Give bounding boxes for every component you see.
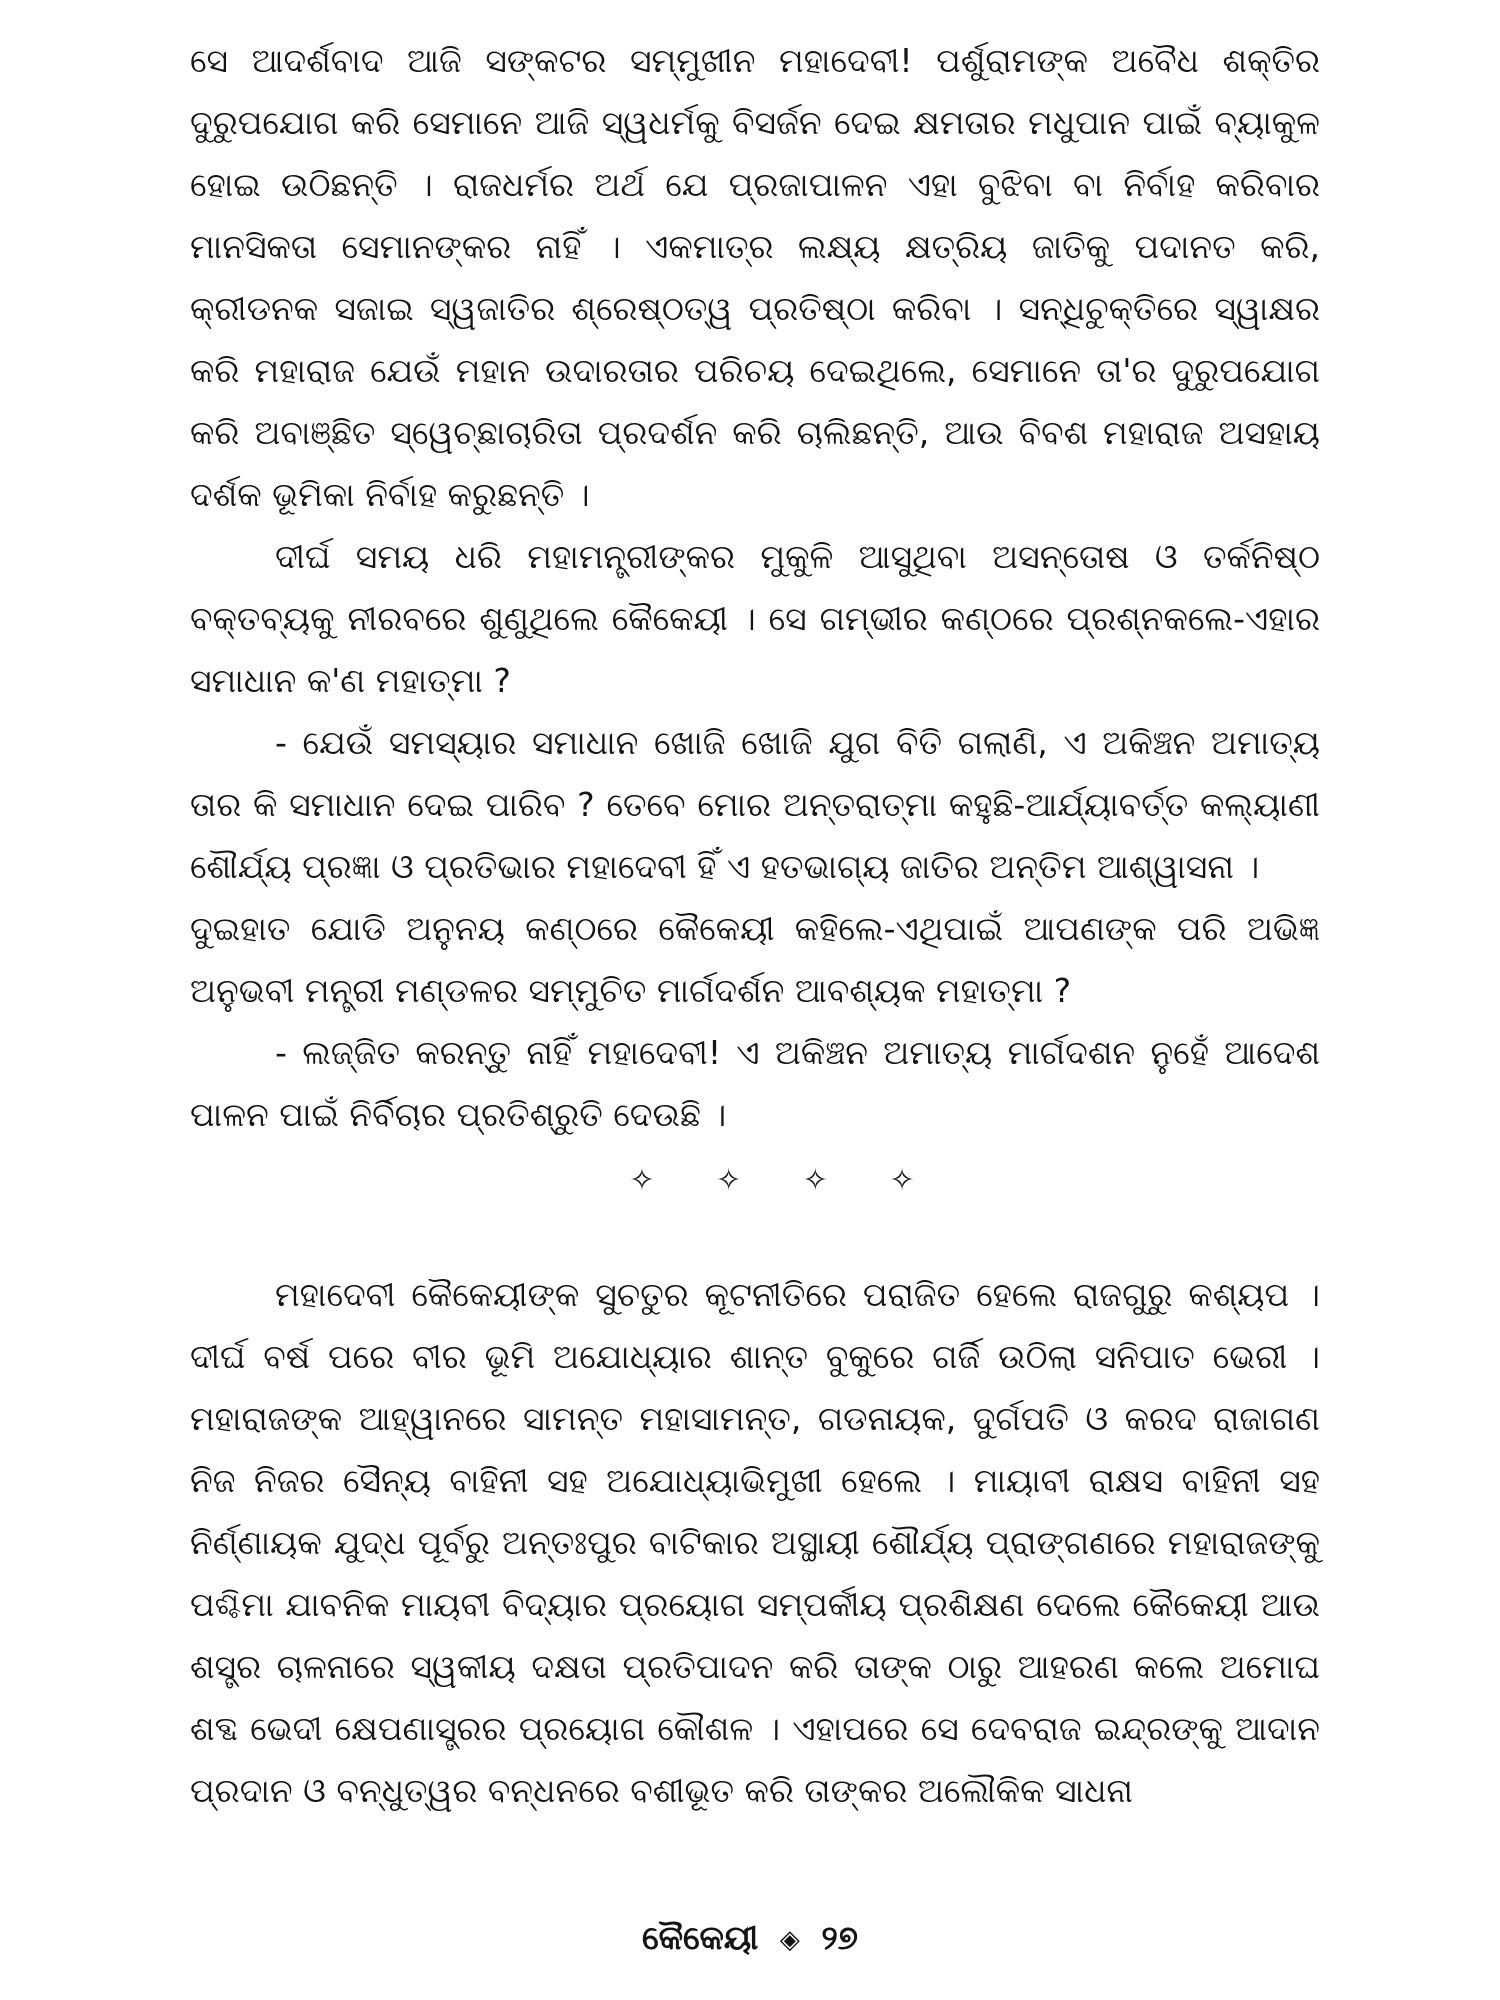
- paragraph-1: ସେ ଆଦର୍ଶବାଦ ଆଜି ସଙ୍କଟର ସମ୍ମୁଖୀନ ମହାଦେବୀ! ପର୍ଶୁରାମଙ୍କ ଅବୈଧ ଶକ୍ତିର ଦୁରୁପଯୋଗ କରି ସେମାନେ ଆଜି ସ୍ୱଧର୍ମକୁ ବିସର୍ଜନ ଦେଇ କ୍ଷମତାର ମଧୁପାନ ପାଇଁ ବ୍ୟାକୁଳ ହୋଇ ଉଠିଛନ୍ତି । ରାଜଧର୍ମର ଅର୍ଥ ଯେ ପ୍ରଜାପାଳନ ଏହା ବୁଝିବା ବା ନିର୍ବାହ କରିବାର ମାନସିକତା ସେମାନଙ୍କର ନାହିଁ । ଏକମାତ୍ର ଲକ୍ଷ୍ୟ କ୍ଷତ୍ରିୟ ଜାତିକୁ ପଦାନତ କରି, କ୍ରୀଡନକ ସଜାଇ ସ୍ୱଜାତିର ଶ୍ରେଷ୍ଠତ୍ୱ ପ୍ରତିଷ୍ଠା କରିବା । ସନ୍ଧିଚୁକ୍ତିରେ ସ୍ୱାକ୍ଷର କରି ମହାରାଜ ଯେଉଁ ମହାନ ଉଦାରତାର ପରିଚୟ ଦେଇଥିଲେ, ସେମାନେ ତା'ର ଦୁରୁପଯୋଗ କରି ଅବାଞ୍ଛିତ ସ୍ୱେଚ୍ଛାଚାରିତା ପ୍ରଦର୍ଶନ କରି ଚାଲିଛନ୍ତି, ଆଉ ବିବଶ ମହାରାଜ ଅସହାୟ ଦର୍ଶକ ଭୂମିକା ନିର୍ବାହ କରୁଛନ୍ତି ।: [190, 41, 1320, 514]
- paragraph-2: ଦୀର୍ଘ ସମୟ ଧରି ମହାମନ୍ତ୍ରୀଙ୍କର ମୁକୁଳି ଆସୁଥିବା ଅସନ୍ତୋଷ ଓ ତର୍କନିଷ୍ଠ ବକ୍ତବ୍ୟକୁ ନୀରବରେ ଶୁଣୁଥିଲେ କୈକେୟୀ । ସେ ଗମ୍ଭୀର କଣ୍ଠରେ ପ୍ରଶ୍ନକଲେ-ଏହାର ସମାଧାନ କ'ଣ ମହାତ୍ମା ?: [190, 537, 1320, 700]
- footer-book-title: କୈକେୟୀ: [642, 1918, 759, 1957]
- paragraph-3: - ଯେଉଁ ସମସ୍ୟାର ସମାଧାନ ଖୋଜି ଖୋଜି ଯୁଗ ବିତି ଗଲାଣି, ଏ ଅକିଞ୍ଚନ ଅମାତ୍ୟ ତାର କି ସମାଧାନ ଦେଇ ପାରିବ ? ତେବେ ମୋର ଅନ୍ତରାତ୍ମା କହୁଛି-ଆର୍ଯ୍ୟାବର୍ତ୍ତ କଲ୍ୟାଣୀ ଶୌର୍ଯ୍ୟ ପ୍ରଜ୍ଞା ଓ ପ୍ରତିଭାର ମହାଦେବୀ ହିଁ ଏ ହତଭାଗ୍ୟ ଜାତିର ଅନ୍ତିମ ଆଶ୍ୱାସନା ।: [190, 723, 1320, 886]
- paragraph-5: - ଲଜ୍ଜିତ କରନ୍ତୁ ନାହିଁ ମହାଦେବୀ! ଏ ଅକିଞ୍ଚନ ଅମାତ୍ୟ ମାର୍ଗଦଶନ ନୁହେଁ ଆଦେଶ ପାଳନ ପାଇଁ ନିର୍ବିଚାର ପ୍ରତିଶ୍ରୁତି ଦେଉଛି ।: [190, 1033, 1320, 1134]
- page-footer: [0, 1918, 1500, 1958]
- paragraph-4: ଦୁଇହାତ ଯୋଡି ଅନୁନୟ କଣ୍ଠରେ କୈକେୟୀ କହିଲେ-ଏଥିପାଇଁ ଆପଣଙ୍କ ପରି ଅଭିଜ୍ଞ ଅନୁଭବୀ ମନ୍ତ୍ରୀ ମଣ୍ଡଳର ସମ୍ମୁଚିତ ମାର୍ଗଦର୍ଶନ ଆବଶ୍ୟକ ମହାତ୍ମା ?: [190, 909, 1320, 1010]
- page-body: [190, 30, 1320, 1822]
- paragraph-6: ମହାଦେବୀ କୈକେୟୀଙ୍କ ସୁଚତୁର କୂଟନୀତିରେ ପରାଜିତ ହେଲେ ରାଜଗୁରୁ କଶ୍ୟପ । ଦୀର୍ଘ ବର୍ଷ ପରେ ବୀର ଭୂମି ଅଯୋଧ୍ୟାର ଶାନ୍ତ ବୁକୁରେ ଗର୍ଜି ଉଠିଲା ସନିପାତ ଭେରୀ । ମହାରାଜଙ୍କ ଆହ୍ୱାନରେ ସାମନ୍ତ ମହାସାମନ୍ତ, ଗଡନାୟକ, ଦୁର୍ଗପତି ଓ କରଦ ରାଜାଗଣ ନିଜ ନିଜର ସୈନ୍ୟ ବାହିନୀ ସହ ଅଯୋଧ୍ୟାଭିମୁଖୀ ହେଲେ । ମାୟାବୀ ରାକ୍ଷସ ବାହିନୀ ସହ ନିର୍ଣ୍ଣାୟକ ଯୁଦ୍ଧ ପୂର୍ବରୁ ଅନ୍ତଃପୁର ବାଟିକାର ଅସ୍ଥାୟୀ ଶୌର୍ଯ୍ୟ ପ୍ରାଙ୍ଗଣରେ ମହାରାଜଙ୍କୁ ପଶ୍ଚିମା ଯାବନିକ ମାୟବୀ ବିଦ୍ୟାର ପ୍ରୟୋଗ ସମ୍ପର୍କୀୟ ପ୍ରଶିକ୍ଷଣ ଦେଲେ କୈକେୟୀ ଆଉ ଶସ୍ତ୍ର ଚାଳନାରେ ସ୍ୱକୀୟ ଦକ୍ଷତା ପ୍ରତିପାଦନ କରି ତାଙ୍କ ଠାରୁ ଆହରଣ କଲେ ଅମୋଘ ଶବ୍ଦ ଭେଦୀ କ୍ଷେପଣାସ୍ତ୍ରର ପ୍ରୟୋଗ କୌଶଳ । ଏହାପରେ ସେ ଦେବରାଜ ଇନ୍ଦ୍ରଙ୍କୁ ଆଦାନ ପ୍ରଦାନ ଓ ବନ୍ଧୁତ୍ୱର ବନ୍ଧନରେ ବଶୀଭୂତ କରି ତାଙ୍କର ଅଲୌକିକ ସାଧନା: [190, 1275, 1320, 1810]
- diamond-icon: ◈: [779, 1924, 800, 1955]
- section-divider: ✧ ✧ ✧ ✧: [629, 1163, 941, 1198]
- page-number: ୨୭: [821, 1918, 858, 1957]
